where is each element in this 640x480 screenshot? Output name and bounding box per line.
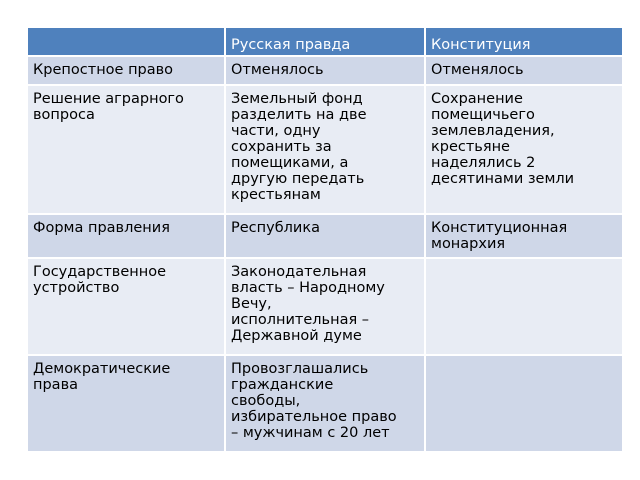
comparison-table xyxy=(28,28,622,451)
header-cell-russkaya-pravda: Русская правда xyxy=(226,28,426,57)
row-1-constitution-cell: Отменялось xyxy=(426,57,622,86)
row-5-pravda-cell: Провозглашались гражданские свободы, избирательное право – мужчинам с 20 лет xyxy=(226,356,426,451)
row-label-state-structure: Государственное устройство xyxy=(28,259,226,356)
row-2-constitution-cell: Сохранение помещичьего землевладения, крестьяне наделялись 2 десятинами земли xyxy=(426,86,622,215)
row-label-serfdom: Крепостное право xyxy=(28,57,226,86)
row-2-pravda-cell: Земельный фонд разделить на две части, одну сохранить за помещиками, а другую передать крестьянам xyxy=(226,86,426,215)
row-3-pravda-cell: Республика xyxy=(226,215,426,259)
row-5-constitution-cell xyxy=(426,356,622,451)
row-4-constitution-cell xyxy=(426,259,622,356)
row-label-democratic-rights: Демократические права xyxy=(28,356,226,451)
row-4-pravda-cell: Законодательная власть – Народному Вечу, исполнительная – Державной думе xyxy=(226,259,426,356)
header-cell-empty xyxy=(28,28,226,57)
header-cell-konstitutsiya: Конституция xyxy=(426,28,622,57)
row-3-constitution-cell: Конституционная монархия xyxy=(426,215,622,259)
row-1-pravda-cell: Отменялось xyxy=(226,57,426,86)
row-label-agrarian-question: Решение аграрного вопроса xyxy=(28,86,226,215)
row-label-form-of-government: Форма правления xyxy=(28,215,226,259)
